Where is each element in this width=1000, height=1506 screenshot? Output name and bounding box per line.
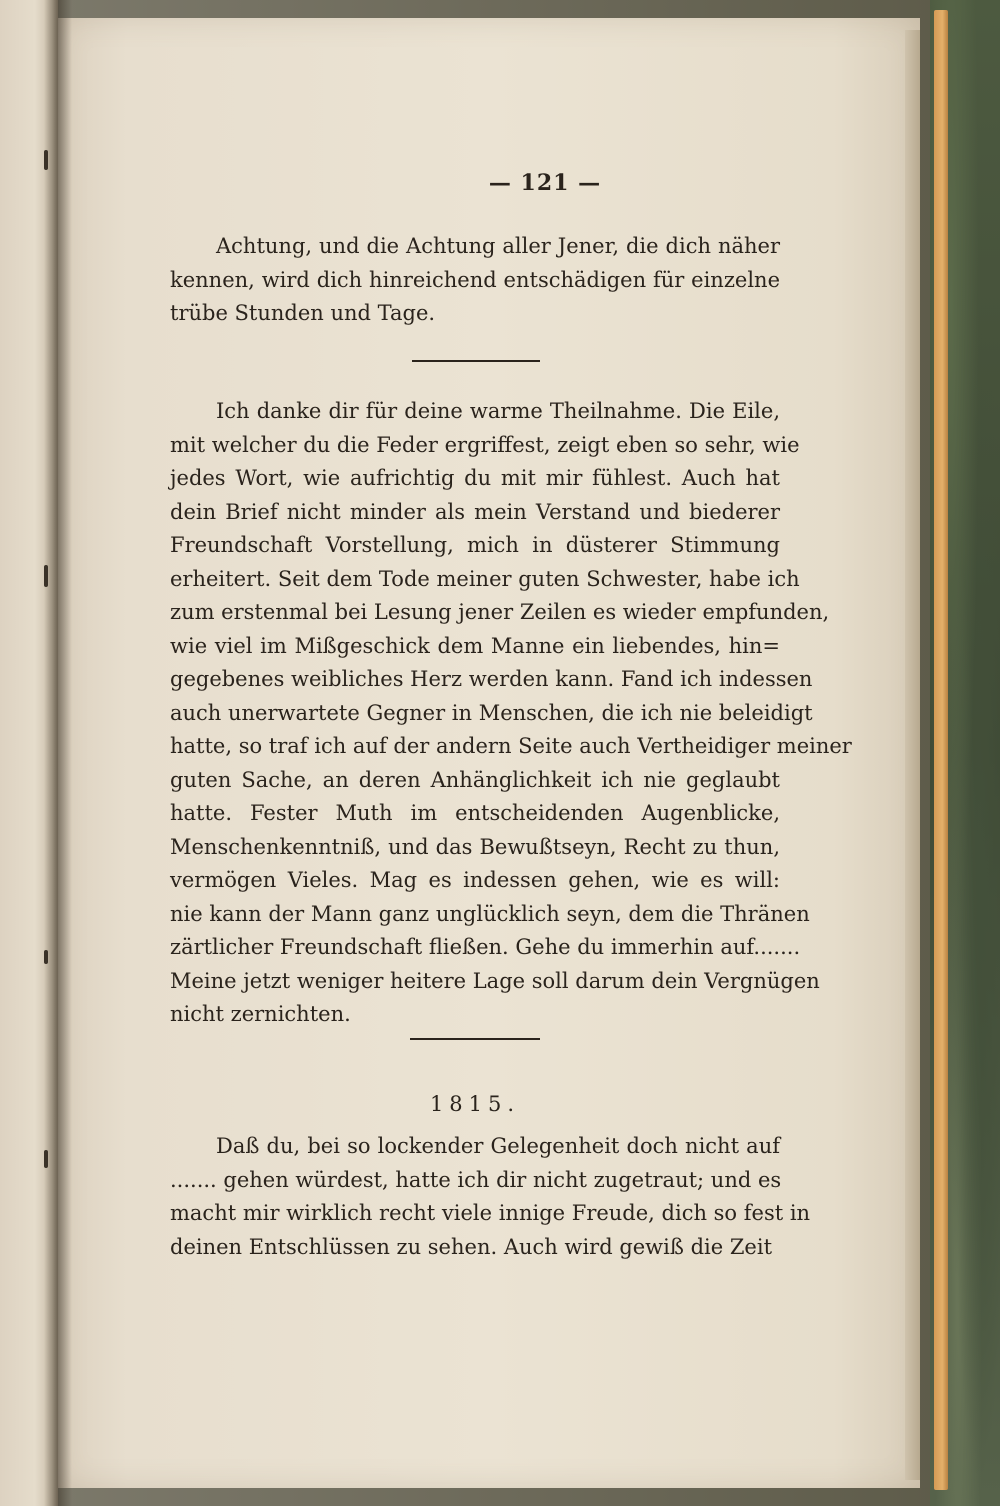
text-line: deinen Entschlüssen zu sehen. Auch wird gewiß die Zeit	[170, 1234, 773, 1259]
paragraph	[170, 395, 852, 1032]
text-line: dein Brief nicht minder als mein Verstand und biederer	[170, 499, 780, 524]
text-line: Meine jetzt weniger heitere Lage soll darum dein Vergnügen	[170, 968, 820, 993]
text-line: zärtlicher Freundschaft fließen. Gehe du immerhin auf.......	[170, 935, 801, 959]
text-line: gegebenes weibliches Herz werden kann. Fand ich indessen	[170, 667, 813, 691]
binding-thread	[44, 1150, 48, 1168]
text-line: erheitert. Seit dem Tode meiner guten Schwester, habe ich	[170, 566, 800, 591]
text-line: wie viel im Mißgeschick dem Manne ein liebendes, hin=	[170, 633, 780, 658]
binding-thread	[44, 950, 48, 964]
text-line: Daß du, bei so lockender Gelegenheit doch nicht auf	[216, 1134, 780, 1158]
year-heading: 1815.	[429, 1092, 521, 1116]
text-line: Ich danke dir für deine warme Theilnahme. Die Eile,	[216, 399, 780, 423]
text-line: auch unerwartete Gegner in Menschen, die ich nie beleidigt	[170, 700, 813, 725]
section-divider	[410, 1038, 540, 1040]
text-line: vermögen Vieles. Mag es indessen gehen, wie es will:	[170, 868, 780, 892]
paragraph	[170, 1130, 811, 1264]
paragraph	[170, 230, 780, 331]
text-line: guten Sache, an deren Anhänglichkeit ich nie geglaubt	[170, 767, 780, 792]
text-line: hatte, so traf ich auf der andern Seite auch Vertheidiger meiner	[170, 734, 852, 758]
text-line: Freundschaft Vorstellung, mich in düsterer Stimmung	[170, 533, 780, 557]
text-line: hatte. Fester Muth im entscheidenden Augenblicke,	[170, 801, 780, 825]
text-line: ....... gehen würdest, hatte ich dir nicht zugetraut; und es	[170, 1167, 782, 1192]
binding-thread	[44, 565, 48, 587]
text-line: nie kann der Mann ganz unglücklich seyn, dem die Thränen	[170, 901, 810, 926]
page-number: — 121 —	[488, 170, 602, 196]
binding-thread	[44, 150, 48, 170]
text-line: kennen, wird dich hinreichend entschädigen für einzelne	[170, 267, 780, 292]
text-line: mit welcher du die Feder ergriffest, zeigt eben so sehr, wie	[170, 432, 800, 457]
book-gutter	[44, 0, 72, 1506]
text-line: jedes Wort, wie aufrichtig du mit mir fühlest. Auch hat	[170, 466, 780, 490]
text-line: trübe Stunden und Tage.	[170, 301, 436, 325]
text-line: macht mir wirklich recht viele innige Freude, dich so fest in	[170, 1201, 811, 1225]
page-stack-edge	[905, 30, 920, 1480]
cover-edge	[934, 10, 948, 1490]
text-line: Achtung, und die Achtung aller Jener, die dich näher	[216, 234, 780, 258]
text-line: nicht zernichten.	[170, 1002, 351, 1026]
text-line: zum erstenmal bei Lesung jener Zeilen es wieder empfunden,	[170, 600, 830, 624]
section-divider	[412, 360, 540, 362]
text-line: Menschenkenntniß, und das Bewußtseyn, Recht zu thun,	[170, 834, 780, 859]
